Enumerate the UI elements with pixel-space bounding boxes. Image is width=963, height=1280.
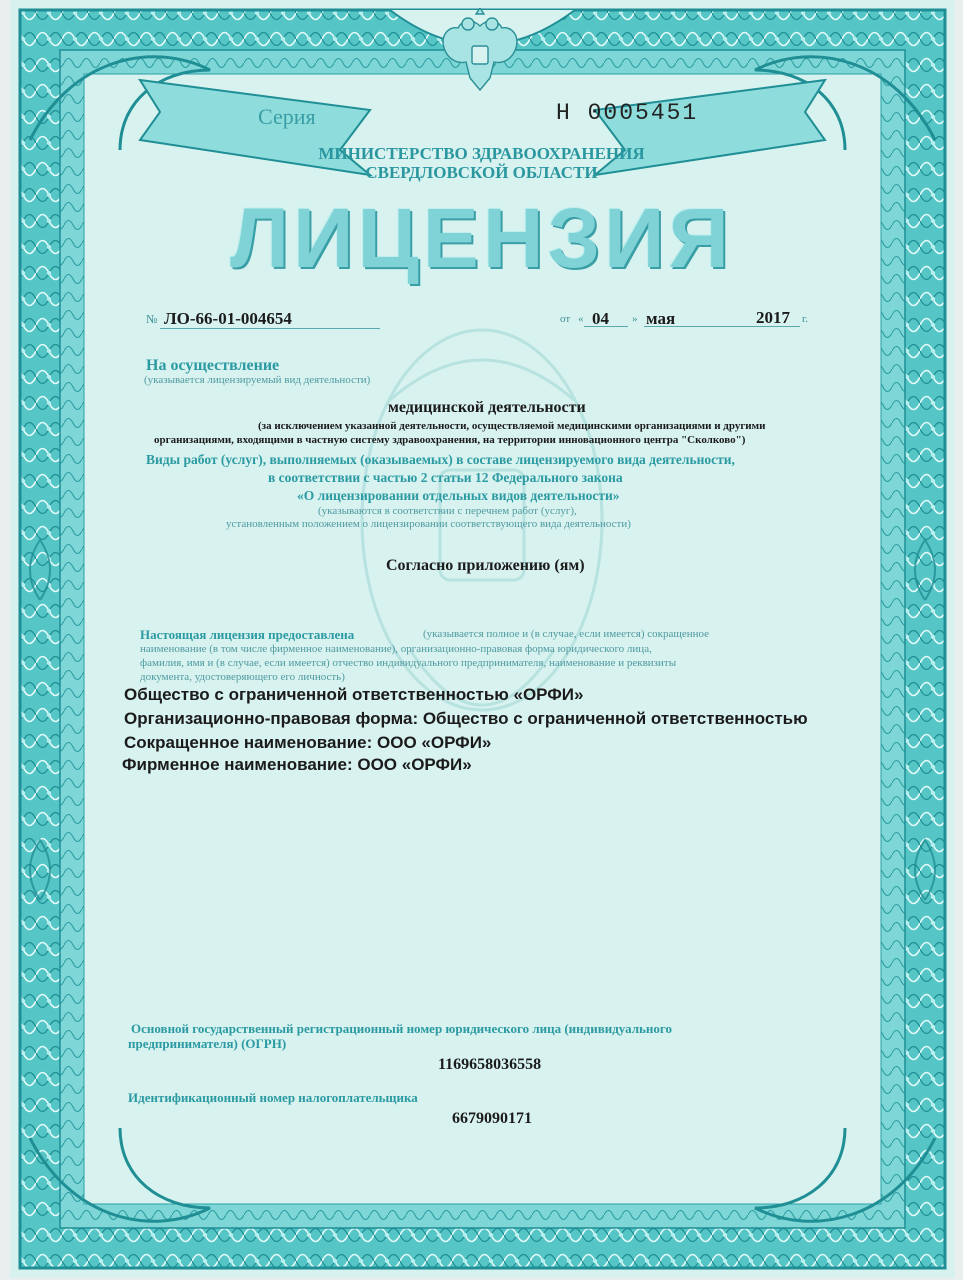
inn-value: 6679090171 [452, 1110, 532, 1127]
number-prefix: № [146, 312, 158, 326]
works-line-3: «О лицензировании отдельных видов деятельности» [297, 488, 620, 503]
ogrn-value: 1169658036558 [438, 1056, 542, 1073]
date-from-label: от [560, 313, 571, 325]
inn-label: Идентификационный номер налогоплательщика [128, 1090, 418, 1105]
coat-of-arms-emblem [432, 8, 528, 98]
licensee-full-name: Общество с ограниченной ответственностью «ОРФИ» [124, 685, 584, 704]
granted-note-3: фамилия, имя и (в случае, если имеется) отчество индивидуального предпринимателя, наименование и реквизиты [140, 657, 677, 669]
year-suffix: г. [802, 313, 809, 325]
granted-label: Настоящая лицензия предоставлена [140, 627, 355, 642]
licensee-brand-name: Фирменное наименование: ООО «ОРФИ» [122, 755, 472, 774]
works-note-2: установленным положением о лицензировании соответствующего вида деятельности) [226, 518, 631, 530]
activity-exclusion-2: организациями, входящими в частную систему здравоохранения, на территории инновационного центра "Сколково") [154, 434, 746, 446]
granted-note-2: наименование (в том числе фирменное наименование), организационно-правовая форма юридического лица, [140, 643, 652, 655]
licensee-legal-form: Организационно-правовая форма: Общество с ограниченной ответственностью [124, 709, 808, 728]
activity-exclusion-1: (за исключением указанной деятельности, осуществляемой медицинскими организациями и другими [258, 420, 766, 432]
per-appendix: Согласно приложению (ям) [386, 557, 585, 574]
license-year: 2017 [756, 308, 790, 327]
activity-heading-note: (указывается лицензируемый вид деятельности) [144, 374, 371, 386]
series-label: Серия [258, 104, 316, 129]
granted-note-1: (указывается полное и (в случае, если имеется) сокращенное [423, 628, 710, 640]
ogrn-label-1: Основной государственный регистрационный номер юридического лица (индивидуального [131, 1021, 672, 1036]
document-title: ЛИЦЕНЗИЯ [230, 191, 733, 285]
ministry-line-1: МИНИСТЕРСТВО ЗДРАВООХРАНЕНИЯ [318, 144, 645, 163]
license-month: мая [646, 309, 676, 328]
license-number: ЛО-66-01-004654 [164, 309, 292, 328]
activity-heading: На осуществление [146, 357, 280, 374]
works-note-1: (указываются в соответствии с перечнем работ (услуг), [318, 505, 577, 517]
series-number: Н 0005451 [556, 100, 699, 126]
ministry-line-2: СВЕРДЛОВСКОЙ ОБЛАСТИ [365, 163, 598, 182]
activity-type: медицинской деятельности [388, 399, 586, 416]
ogrn-label-2: предпринимателя) (ОГРН) [128, 1036, 287, 1051]
works-line-1: Виды работ (услуг), выполняемых (оказываемых) в составе лицензируемого вида деятельности, [146, 452, 735, 467]
date-quote-close: » [632, 313, 638, 325]
granted-note-4: документа, удостоверяющего его личность) [140, 671, 345, 683]
licensee-short-name: Сокращенное наименование: ООО «ОРФИ» [124, 733, 492, 752]
works-line-2: в соответствии с частью 2 статьи 12 Федерального закона [268, 470, 623, 485]
license-day: 04 [592, 309, 609, 328]
date-quote-open: « [578, 313, 584, 325]
